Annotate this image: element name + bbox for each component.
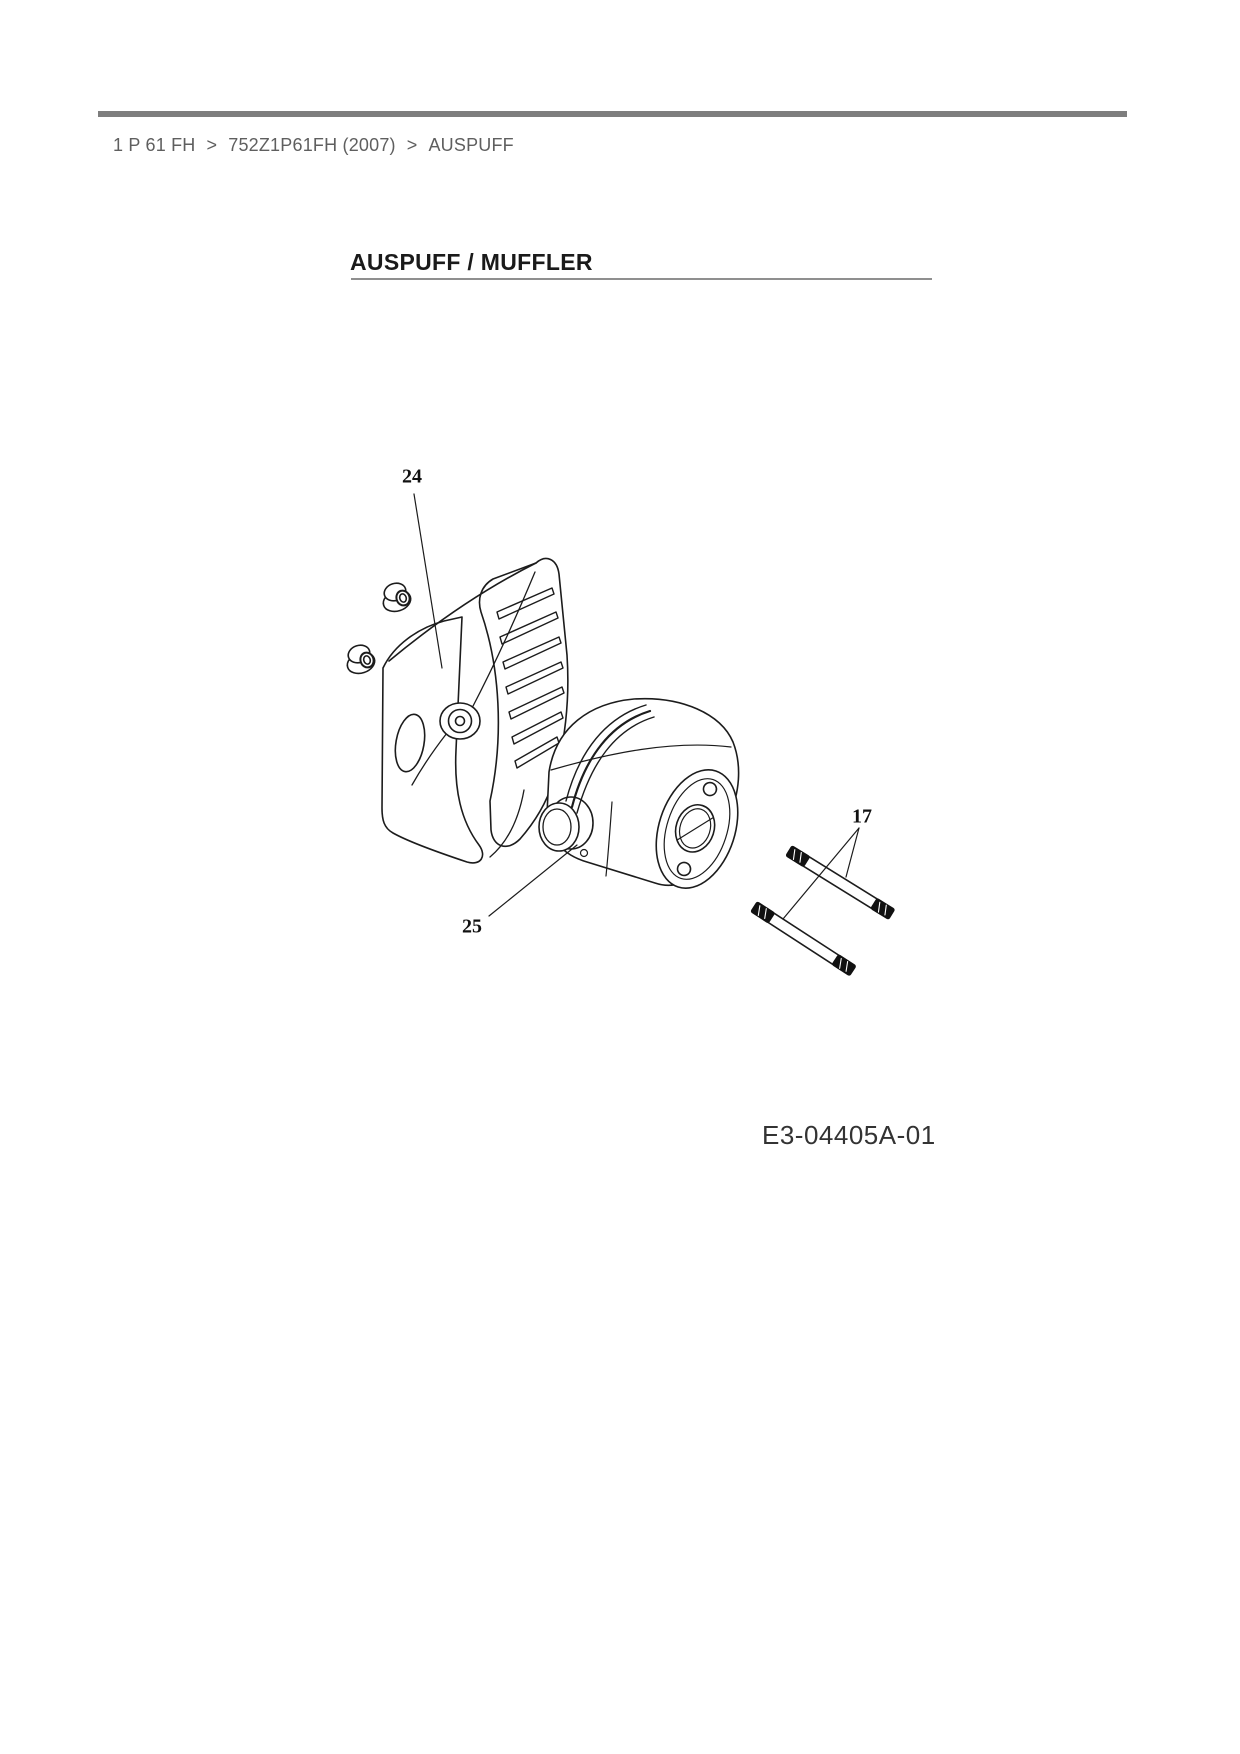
- breadcrumb-item-section[interactable]: AUSPUFF: [428, 135, 514, 155]
- breadcrumb-item-engine[interactable]: 752Z1P61FH (2007): [228, 135, 396, 155]
- flange-nut-upper-drawing: [381, 581, 414, 615]
- callout-25[interactable]: 25: [462, 915, 482, 938]
- muffler-drawing: [539, 699, 752, 899]
- breadcrumb-separator: >: [206, 135, 218, 155]
- drawing-number: E3-04405A-01: [762, 1120, 936, 1150]
- stud-upper-drawing: [785, 845, 896, 920]
- flange-nut-lower-drawing: [345, 643, 378, 677]
- leader-25: [489, 845, 577, 916]
- leader-17-b: [783, 828, 859, 919]
- callout-17[interactable]: 17: [852, 805, 872, 828]
- shield-bolt-boss: [440, 703, 480, 739]
- breadcrumb-item-model[interactable]: 1 P 61 FH: [113, 135, 196, 155]
- callout-24[interactable]: 24: [402, 465, 422, 488]
- stud-lower-drawing: [750, 901, 857, 977]
- diagram-title: AUSPUFF / MUFFLER: [350, 249, 593, 275]
- breadcrumb-separator: >: [406, 135, 418, 155]
